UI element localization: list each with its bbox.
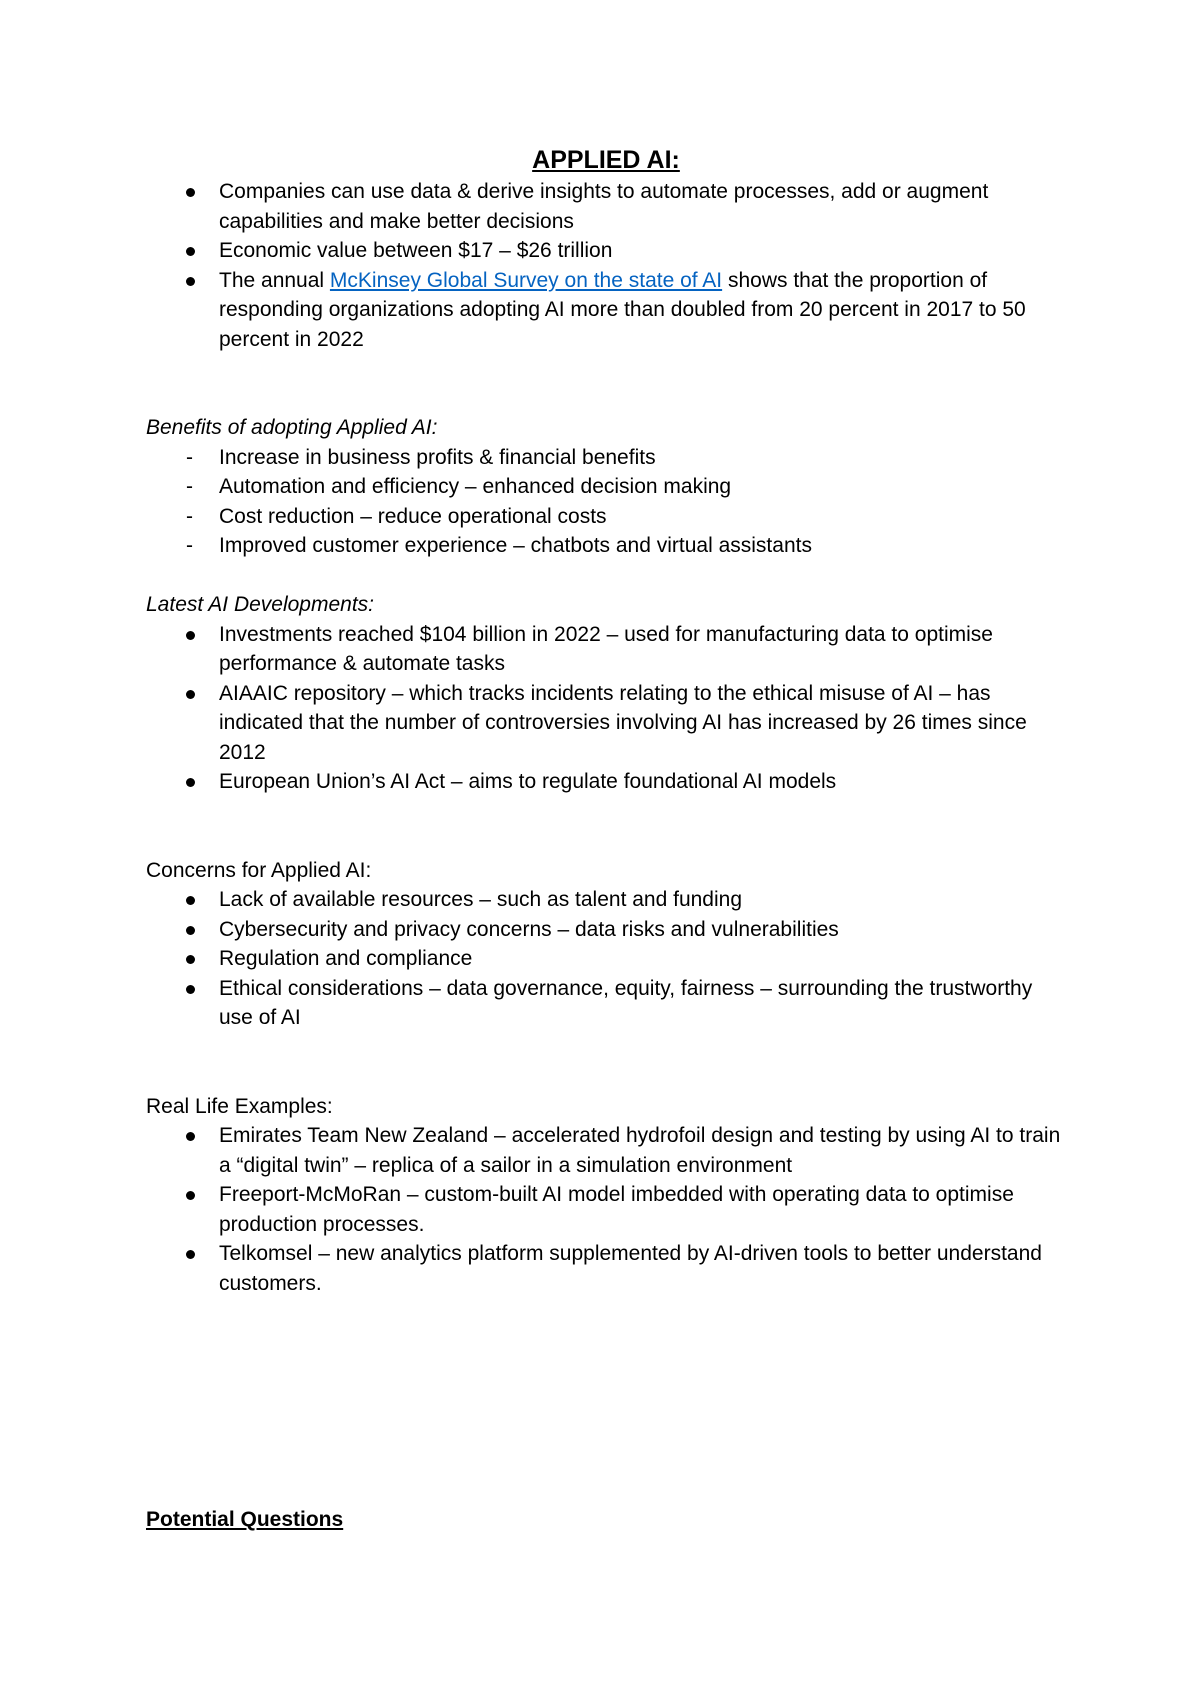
list-item [146,679,1066,768]
list-item-text: Improved customer experience – chatbots and virtual assistants [219,534,812,557]
list-item-text: Companies can use data & derive insights to automate processes, add or augment capabilities and make better decisions [219,180,989,233]
benefits-list [146,443,1066,561]
list-item-text: Investments reached $104 billion in 2022 – used for manufacturing data to optimise performance & automate tasks [219,622,993,675]
document-title: APPLIED AI: [532,146,680,174]
dash-icon: - [186,445,193,469]
list-item-text: Cybersecurity and privacy concerns – data risks and vulnerabilities [219,917,839,941]
dash-icon: - [186,475,193,498]
list-item-text: Automation and efficiency – enhanced decision making [219,475,732,498]
list-item [146,236,1066,266]
list-item [146,266,1066,355]
benefits-heading: Benefits of adopting Applied AI: [146,416,438,439]
list-item [146,502,1066,532]
list-item-text: AIAAIC repository – which tracks incidents relating to the ethical misuse of AI – has indicated that the number of controversies involving AI has increased by 26 times since 2012 [219,681,1027,764]
list-item [146,767,1066,797]
list-item [146,443,1066,473]
list-item [146,915,1066,945]
list-item [146,944,1066,974]
list-item [146,531,1066,561]
list-item-text: Telkomsel – new analytics platform supplemented by AI-driven tools to better understand customers. [219,1242,1042,1295]
list-item-text: Economic value between $17 – $26 trillion [219,239,613,262]
list-item-text: Cost reduction – reduce operational costs [219,504,607,528]
dash-icon: - [186,504,193,528]
examples-list [146,1121,1066,1298]
list-item [146,620,1066,679]
list-item-text: Freeport-McMoRan – custom-built AI model imbedded with operating data to optimise production processes. [219,1183,1014,1236]
list-item [146,1239,1066,1298]
list-item [146,472,1066,502]
mckinsey-survey-link[interactable]: McKinsey Global Survey on the state of AI [329,268,723,292]
list-item-text: Ethical considerations – data governance, equity, fairness – surrounding the trustworthy use of AI [219,976,1033,1029]
list-item-text: Lack of available resources – such as talent and funding [219,888,743,911]
concerns-list [146,885,1066,1033]
intro-list [146,177,1066,354]
list-item [146,974,1066,1033]
questions-heading: Potential Questions [146,1508,344,1531]
developments-heading: Latest AI Developments: [146,593,375,616]
document-body [146,143,1066,1535]
list-item-text: Increase in business profits & financial benefits [219,445,656,469]
concerns-heading: Concerns for Applied AI: [146,858,372,882]
survey-text-after: shows that the proportion of responding organizations adopting AI more than doubled from 20 percent in 2017 to 50 percent in 2022 [219,268,1026,351]
survey-text-before: The annual [219,268,330,292]
list-item [146,1180,1066,1239]
list-item-text: European Union’s AI Act – aims to regulate foundational AI models [219,770,837,793]
list-item-text: Regulation and compliance [219,947,473,970]
examples-heading: Real Life Examples: [146,1094,333,1118]
developments-list [146,620,1066,797]
list-item-text: Emirates Team New Zealand – accelerated hydrofoil design and testing by using AI to train a “digital twin” – replica of a sailor in a simulation environment [219,1124,1061,1177]
list-item [146,1121,1066,1180]
dash-icon: - [186,534,193,557]
list-item [146,177,1066,236]
list-item [146,885,1066,915]
